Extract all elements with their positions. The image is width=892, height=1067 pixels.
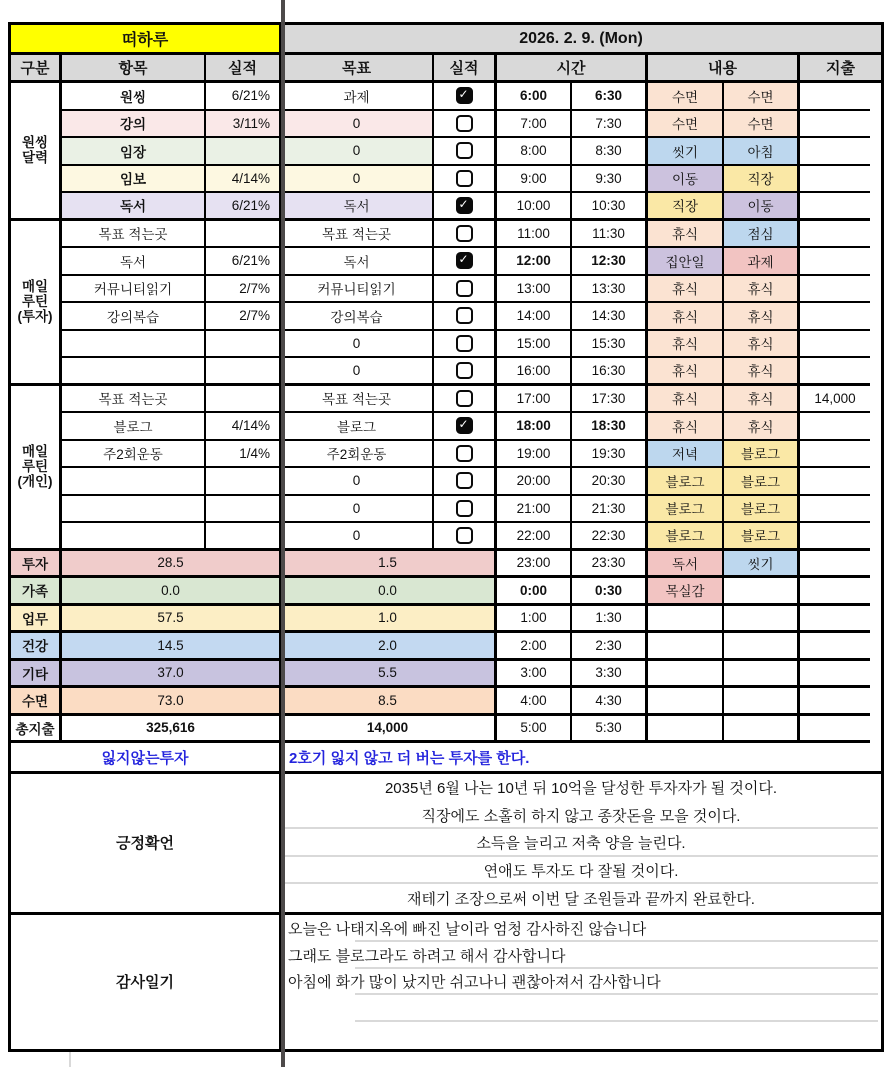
perf-cell[interactable]: 6/21% [206,248,281,276]
summary-label: 업무 [11,606,62,634]
time-cell[interactable]: 21:30 [572,496,648,524]
header-expense: 지출 [800,55,881,83]
header-content: 내용 [648,55,800,83]
time-cell[interactable]: 1:30 [572,606,648,634]
checkbox-cell[interactable] [434,331,497,359]
time-cell[interactable]: 18:30 [572,413,648,441]
content-cell[interactable] [724,633,800,661]
time-cell[interactable]: 22:00 [497,523,572,551]
content-cell[interactable]: 휴식 [648,413,724,441]
time-cell[interactable]: 23:00 [497,551,572,579]
group-label-line: 매일 [21,443,49,459]
expense-cell[interactable] [800,661,870,689]
content-cell[interactable] [648,716,724,744]
group-label-line: (개인) [17,474,53,490]
goal-cell[interactable]: 0 [281,496,434,524]
checkbox-cell[interactable] [434,441,497,469]
content-cell[interactable] [724,578,800,606]
item-cell[interactable]: 목표 적는곳 [62,221,206,249]
summary-actual[interactable]: 73.0 [62,688,281,716]
time-cell[interactable]: 3:00 [497,661,572,689]
header-item: 항목 [62,55,206,83]
summary-goal[interactable]: 5.5 [281,661,497,689]
expense-cell[interactable] [800,138,870,166]
content-cell[interactable]: 독서 [648,551,724,579]
content-cell[interactable]: 블로그 [648,496,724,524]
expense-cell[interactable] [800,83,870,111]
item-cell[interactable] [62,496,206,524]
summary-label: 기타 [11,661,62,689]
content-cell[interactable]: 목실감 [648,578,724,606]
content-cell[interactable]: 휴식 [724,331,800,359]
item-cell[interactable] [62,358,206,386]
content-cell[interactable]: 수면 [648,111,724,139]
item-cell[interactable]: 독서 [62,248,206,276]
perf-cell[interactable]: 3/11% [206,111,281,139]
expense-cell[interactable] [800,633,870,661]
time-cell[interactable]: 9:00 [497,166,572,194]
time-cell[interactable]: 23:30 [572,551,648,579]
header-gubun: 구분 [11,55,62,83]
time-cell[interactable]: 7:00 [497,111,572,139]
goal-cell[interactable]: 과제 [281,83,434,111]
text-line[interactable]: 오늘은 나태지옥에 빠진 날이라 엄청 감사하진 않습니다 [281,915,881,942]
column-header-row [11,55,881,83]
content-cell[interactable]: 수면 [724,83,800,111]
sheet-title: 떠하루 [11,25,281,55]
item-cell[interactable]: 블로그 [62,413,206,441]
content-cell[interactable]: 이동 [648,166,724,194]
motto-row [11,743,881,774]
time-cell[interactable]: 5:30 [572,716,648,744]
checkbox-unchecked-icon[interactable] [456,225,473,242]
item-cell[interactable]: 강의 [62,111,206,139]
motto-label[interactable]: 잃지않는투자 [11,743,281,771]
item-cell[interactable] [62,468,206,496]
summary-goal[interactable]: 0.0 [281,578,497,606]
text-line[interactable]: 아침에 화가 많이 났지만 쉬고나니 괜찮아져서 감사합니다 [281,969,881,996]
checkbox-cell[interactable] [434,111,497,139]
perf-cell[interactable] [206,331,281,359]
time-cell[interactable]: 14:00 [497,303,572,331]
item-cell[interactable]: 강의복습 [62,303,206,331]
gratitude-section [11,915,881,1049]
content-cell[interactable] [648,688,724,716]
checkbox-unchecked-icon[interactable] [456,307,473,324]
goal-cell[interactable]: 0 [281,166,434,194]
content-cell[interactable] [648,661,724,689]
time-cell[interactable]: 15:00 [497,331,572,359]
time-cell[interactable]: 19:30 [572,441,648,469]
time-cell[interactable]: 11:30 [572,221,648,249]
expense-cell[interactable] [800,276,870,304]
item-cell[interactable] [62,331,206,359]
header-perf: 실적 [206,55,281,83]
text-line[interactable]: 소득을 늘리고 저축 양을 늘린다. [281,829,881,857]
text-line[interactable]: 연애도 투자도 다 잘될 것이다. [281,857,881,885]
checkbox-cell[interactable] [434,248,497,276]
page-break-line [281,0,285,1067]
group-label [11,386,62,551]
perf-cell[interactable] [206,358,281,386]
perf-cell[interactable] [206,138,281,166]
goal-cell[interactable]: 0 [281,331,434,359]
content-cell[interactable]: 직장 [648,193,724,221]
checkbox-unchecked-icon[interactable] [456,142,473,159]
text-line[interactable] [281,1022,881,1049]
planner-table [8,22,884,1052]
time-cell[interactable]: 20:30 [572,468,648,496]
checkbox-cell[interactable] [434,358,497,386]
time-cell[interactable]: 20:00 [497,468,572,496]
checkbox-unchecked-icon[interactable] [456,472,473,489]
perf-cell[interactable] [206,386,281,414]
summary-label: 투자 [11,551,62,579]
expense-cell[interactable] [800,248,870,276]
time-cell[interactable]: 22:30 [572,523,648,551]
expense-cell[interactable] [800,166,870,194]
time-cell[interactable]: 18:00 [497,413,572,441]
content-cell[interactable]: 블로그 [648,523,724,551]
time-cell[interactable]: 12:00 [497,248,572,276]
perf-cell[interactable]: 4/14% [206,413,281,441]
item-cell[interactable]: 커뮤니티읽기 [62,276,206,304]
text-line[interactable] [281,995,881,1022]
expense-cell[interactable] [800,413,870,441]
time-cell[interactable]: 13:30 [572,276,648,304]
time-cell[interactable]: 5:00 [497,716,572,744]
checkbox-unchecked-icon[interactable] [456,362,473,379]
title-row [11,25,881,55]
summary-actual[interactable]: 57.5 [62,606,281,634]
checkbox-unchecked-icon[interactable] [456,115,473,132]
expense-cell[interactable] [800,441,870,469]
affirmation-section [11,774,881,915]
checkbox-checked-icon[interactable] [456,417,473,434]
goal-cell[interactable]: 0 [281,358,434,386]
perf-cell[interactable]: 6/21% [206,193,281,221]
time-cell[interactable]: 9:30 [572,166,648,194]
content-cell[interactable]: 아침 [724,138,800,166]
time-cell[interactable]: 0:00 [497,578,572,606]
affirmation-label: 긍정확언 [11,774,281,912]
group-label-line: 매일 [21,278,49,294]
summary-actual[interactable]: 28.5 [62,551,281,579]
goal-cell[interactable]: 독서 [281,248,434,276]
group-label-line: (투자) [17,309,53,325]
goal-cell[interactable]: 목표 적는곳 [281,221,434,249]
expense-cell[interactable] [800,358,870,386]
expense-cell[interactable] [800,193,870,221]
content-cell[interactable]: 수면 [648,83,724,111]
group-label-line: 루틴 [21,458,49,474]
motto-text[interactable]: 2호기 잃지 않고 더 버는 투자를 한다. [289,749,530,767]
checkbox-cell[interactable] [434,221,497,249]
content-cell[interactable] [724,661,800,689]
checkbox-unchecked-icon[interactable] [456,500,473,517]
goal-cell[interactable]: 0 [281,138,434,166]
schedule-grid [11,83,881,743]
gratitude-lines [281,915,881,1049]
header-time: 시간 [497,55,648,83]
perf-cell[interactable] [206,523,281,551]
checkbox-cell[interactable] [434,138,497,166]
time-cell[interactable]: 16:00 [497,358,572,386]
time-cell[interactable]: 14:30 [572,303,648,331]
summary-label: 수면 [11,688,62,716]
item-cell[interactable]: 임장 [62,138,206,166]
item-cell[interactable]: 임보 [62,166,206,194]
content-cell[interactable]: 씻기 [648,138,724,166]
gratitude-label: 감사일기 [11,915,281,1049]
goal-cell[interactable]: 블로그 [281,413,434,441]
content-cell[interactable]: 블로그 [724,496,800,524]
time-cell[interactable]: 6:30 [572,83,648,111]
time-cell[interactable]: 19:00 [497,441,572,469]
summary-goal[interactable]: 1.5 [281,551,497,579]
expense-cell[interactable] [800,496,870,524]
goal-cell[interactable]: 0 [281,111,434,139]
content-cell[interactable]: 휴식 [648,276,724,304]
time-cell[interactable]: 4:00 [497,688,572,716]
summary-actual[interactable]: 0.0 [62,578,281,606]
content-cell[interactable]: 휴식 [724,386,800,414]
checkbox-cell[interactable] [434,413,497,441]
item-cell[interactable]: 목표 적는곳 [62,386,206,414]
item-cell[interactable] [62,523,206,551]
content-cell[interactable]: 휴식 [724,303,800,331]
group-label [11,221,62,386]
checkbox-checked-icon[interactable] [456,252,473,269]
checkbox-unchecked-icon[interactable] [456,527,473,544]
expense-cell[interactable] [800,578,870,606]
content-cell[interactable]: 휴식 [648,221,724,249]
checkbox-unchecked-icon[interactable] [456,280,473,297]
time-cell[interactable]: 11:00 [497,221,572,249]
expense-cell[interactable] [800,688,870,716]
goal-cell[interactable]: 목표 적는곳 [281,386,434,414]
checkbox-checked-icon[interactable] [456,87,473,104]
time-cell[interactable]: 7:30 [572,111,648,139]
content-cell[interactable] [724,688,800,716]
time-cell[interactable]: 8:30 [572,138,648,166]
content-cell[interactable]: 블로그 [724,523,800,551]
summary-goal[interactable]: 1.0 [281,606,497,634]
header-goal: 목표 [281,55,434,83]
expense-cell[interactable] [800,551,870,579]
item-cell[interactable]: 독서 [62,193,206,221]
content-cell[interactable]: 휴식 [648,331,724,359]
time-cell[interactable]: 2:30 [572,633,648,661]
content-cell[interactable] [648,606,724,634]
goal-cell[interactable]: 주2회운동 [281,441,434,469]
checkbox-checked-icon[interactable] [456,197,473,214]
item-cell[interactable]: 원씽 [62,83,206,111]
perf-cell[interactable]: 1/4% [206,441,281,469]
group-label-line: 루틴 [21,293,49,309]
time-cell[interactable]: 21:00 [497,496,572,524]
checkbox-cell[interactable] [434,303,497,331]
content-cell[interactable]: 집안일 [648,248,724,276]
expense-cell[interactable]: 14,000 [800,386,870,414]
summary-label: 가족 [11,578,62,606]
content-cell[interactable] [724,606,800,634]
time-cell[interactable]: 0:30 [572,578,648,606]
checkbox-unchecked-icon[interactable] [456,170,473,187]
date-header: 2026. 2. 9. (Mon) [281,25,881,55]
content-cell[interactable]: 씻기 [724,551,800,579]
checkbox-unchecked-icon[interactable] [456,445,473,462]
group-label [11,83,62,221]
time-cell[interactable]: 1:00 [497,606,572,634]
text-line[interactable]: 그래도 블로그라도 하려고 해서 감사합니다 [281,942,881,969]
checkbox-cell[interactable] [434,496,497,524]
content-cell[interactable]: 휴식 [648,358,724,386]
checkbox-unchecked-icon[interactable] [456,390,473,407]
time-cell[interactable]: 4:30 [572,688,648,716]
content-cell[interactable]: 휴식 [724,413,800,441]
summary-actual[interactable]: 14.5 [62,633,281,661]
content-cell[interactable]: 과제 [724,248,800,276]
content-cell[interactable]: 휴식 [648,303,724,331]
checkbox-cell[interactable] [434,523,497,551]
content-cell[interactable]: 휴식 [648,386,724,414]
summary-actual[interactable]: 325,616 [62,716,281,744]
content-cell[interactable]: 휴식 [724,276,800,304]
expense-cell[interactable] [800,303,870,331]
text-line[interactable]: 2035년 6월 나는 10년 뒤 10억을 달성한 투자자가 될 것이다. [384,780,778,798]
summary-goal[interactable]: 8.5 [281,688,497,716]
perf-cell[interactable] [206,496,281,524]
content-cell[interactable]: 저녁 [648,441,724,469]
time-cell[interactable]: 2:00 [497,633,572,661]
time-cell[interactable]: 3:30 [572,661,648,689]
content-cell[interactable]: 직장 [724,166,800,194]
summary-label: 건강 [11,633,62,661]
content-cell[interactable]: 블로그 [724,468,800,496]
time-cell[interactable]: 13:00 [497,276,572,304]
header-perf2: 실적 [434,55,497,83]
perf-cell[interactable]: 6/21% [206,83,281,111]
time-cell[interactable]: 6:00 [497,83,572,111]
goal-cell[interactable]: 커뮤니티읽기 [281,276,434,304]
goal-cell[interactable]: 강의복습 [281,303,434,331]
content-cell[interactable] [724,716,800,744]
goal-cell[interactable]: 0 [281,468,434,496]
summary-goal[interactable]: 14,000 [281,716,497,744]
content-cell[interactable]: 블로그 [648,468,724,496]
checkbox-cell[interactable] [434,83,497,111]
checkbox-cell[interactable] [434,166,497,194]
summary-actual[interactable]: 37.0 [62,661,281,689]
summary-label: 총지출 [11,716,62,744]
time-cell[interactable]: 10:30 [572,193,648,221]
expense-cell[interactable] [800,523,870,551]
checkbox-unchecked-icon[interactable] [456,335,473,352]
content-cell[interactable] [648,633,724,661]
perf-cell[interactable]: 2/7% [206,276,281,304]
affirmation-lines [281,774,881,912]
expense-cell[interactable] [800,111,870,139]
summary-goal[interactable]: 2.0 [281,633,497,661]
time-cell[interactable]: 17:30 [572,386,648,414]
goal-cell[interactable]: 독서 [281,193,434,221]
content-cell[interactable]: 블로그 [724,441,800,469]
checkbox-cell[interactable] [434,386,497,414]
expense-cell[interactable] [800,221,870,249]
expense-cell[interactable] [800,331,870,359]
goal-cell[interactable]: 0 [281,523,434,551]
group-label-line: 원씽 [21,135,49,151]
time-cell[interactable]: 15:30 [572,331,648,359]
checkbox-cell[interactable] [434,468,497,496]
content-cell[interactable]: 이동 [724,193,800,221]
time-cell[interactable]: 10:00 [497,193,572,221]
perf-cell[interactable]: 2/7% [206,303,281,331]
text-line[interactable]: 직장에도 소홀히 하지 않고 종잣돈을 모을 것이다. [281,802,881,830]
perf-cell[interactable] [206,468,281,496]
time-cell[interactable]: 8:00 [497,138,572,166]
content-cell[interactable]: 수면 [724,111,800,139]
content-cell[interactable]: 점심 [724,221,800,249]
checkbox-cell[interactable] [434,276,497,304]
item-cell[interactable]: 주2회운동 [62,441,206,469]
time-cell[interactable]: 12:30 [572,248,648,276]
expense-cell[interactable] [800,716,870,744]
time-cell[interactable]: 16:30 [572,358,648,386]
expense-cell[interactable] [800,468,870,496]
perf-cell[interactable]: 4/14% [206,166,281,194]
group-label-line: 달력 [21,150,49,166]
checkbox-cell[interactable] [434,193,497,221]
perf-cell[interactable] [206,221,281,249]
text-line[interactable]: 재테기 조장으로써 이번 달 조원들과 끝까지 완료한다. [407,890,755,908]
content-cell[interactable]: 휴식 [724,358,800,386]
time-cell[interactable]: 17:00 [497,386,572,414]
expense-cell[interactable] [800,606,870,634]
